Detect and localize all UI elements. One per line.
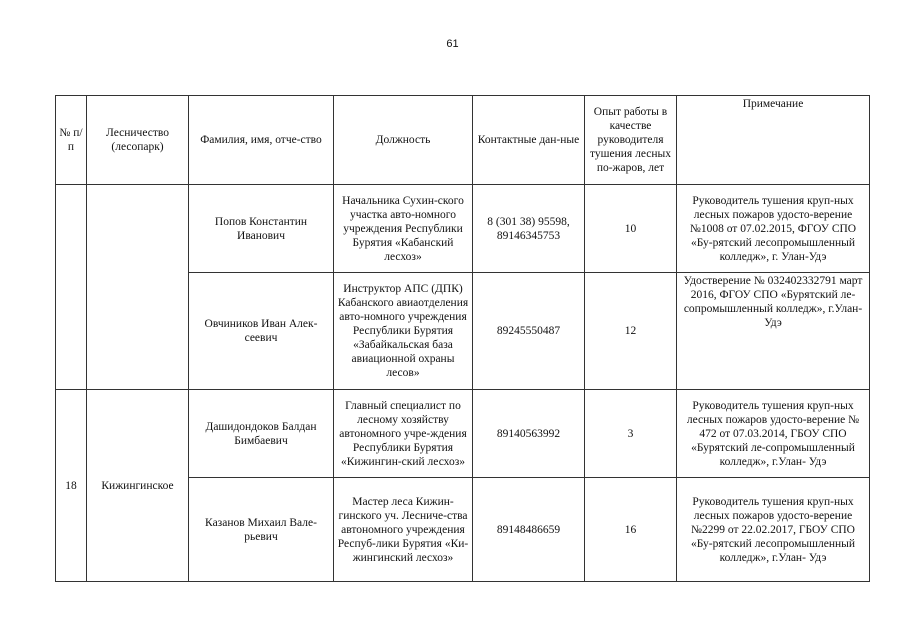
- row-experience: 12: [585, 273, 677, 390]
- table-row: [56, 185, 870, 273]
- page-number: 61: [446, 38, 459, 50]
- row-num: 18: [56, 390, 87, 582]
- row-note: Руководитель тушения круп-ных лесных пожаров удосто-верение № 472 от 07.03.2014, ГБОУ СПО «Бурятский ле-сопромышленный колледж», г.Улан- Удэ: [677, 390, 870, 478]
- header-contacts: Контактные дан-ные: [473, 96, 585, 185]
- row-contacts: 89140563992: [473, 390, 585, 478]
- row-forestry: Кижингинское: [87, 390, 189, 582]
- header-position: Должность: [334, 96, 473, 185]
- row-name: Казанов Михаил Вале-рьевич: [189, 478, 334, 582]
- header-forestry: Лесничество (лесопарк): [87, 96, 189, 185]
- row-contacts: 89148486659: [473, 478, 585, 582]
- row-forestry: [87, 185, 189, 390]
- row-contacts: 89245550487: [473, 273, 585, 390]
- table-row: [56, 390, 870, 478]
- row-num: [56, 185, 87, 390]
- row-position: Начальника Сухин-ского участка авто-номного учреждения Республики Бурятия «Кабанский лесхоз»: [334, 185, 473, 273]
- row-note: Руководитель тушения круп-ных лесных пожаров удосто-верение №2299 от 22.02.2017, ГБОУ СПО «Бу-рятский лесопромышленный колледж», г.Улан- Удэ: [677, 478, 870, 582]
- row-experience: 16: [585, 478, 677, 582]
- header-experience: Опыт работы в качестве руководителя тушения лесных по-жаров, лет: [585, 96, 677, 185]
- row-position: Главный специалист по лесному хозяйству автономного учре-ждения Республики Бурятия «Кижингин-ский лесхоз»: [334, 390, 473, 478]
- row-note: Удостверение № 032402332791 март 2016, ФГОУ СПО «Бурятский ле-сопромышленный колледж», г.Улан-Удэ: [677, 273, 870, 390]
- row-note: Руководитель тушения круп-ных лесных пожаров удосто-верение №1008 от 07.02.2015, ФГОУ СПО «Бу-рятский лесопромышленный колледж», г. Улан-Удэ: [677, 185, 870, 273]
- header-note: Примечание: [677, 96, 870, 185]
- table-header-row: [56, 96, 870, 185]
- row-position: Инструктор АПС (ДПК) Кабанского авиаотделения авто-номного учреждения Республики Бурятия «Забайкальская база авиационной охраны лесов»: [334, 273, 473, 390]
- row-name: Овчиников Иван Алек-сеевич: [189, 273, 334, 390]
- forest-fire-leaders-table: [55, 95, 870, 582]
- header-num: № п/п: [56, 96, 87, 185]
- row-contacts: 8 (301 38) 95598, 89146345753: [473, 185, 585, 273]
- row-name: Попов Константин Иванович: [189, 185, 334, 273]
- row-experience: 10: [585, 185, 677, 273]
- header-name: Фамилия, имя, отче-ство: [189, 96, 334, 185]
- row-position: Мастер леса Кижин-гинского уч. Лесниче-ства автономного учреждения Респуб-лики Бурятия «Ки-жингинский лесхоз»: [334, 478, 473, 582]
- row-name: Дашидондоков Балдан Бимбаевич: [189, 390, 334, 478]
- row-experience: 3: [585, 390, 677, 478]
